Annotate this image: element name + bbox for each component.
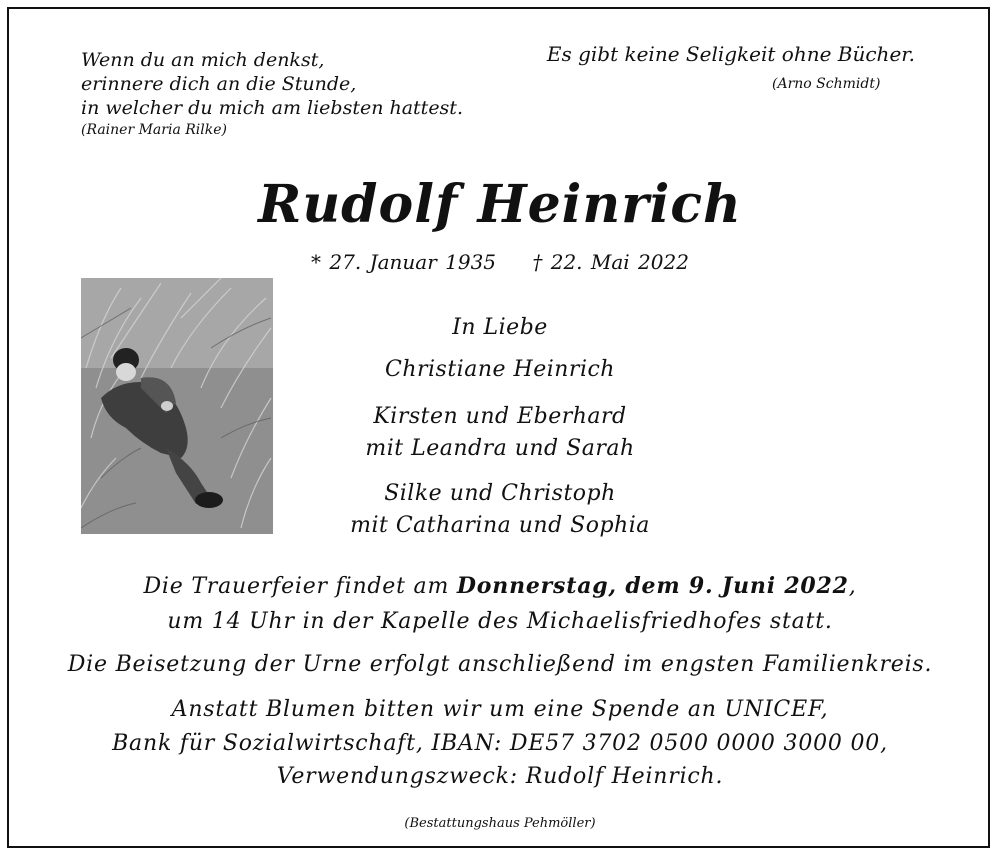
portrait-photo [81,278,273,534]
family-member: Silke und Christoph [384,481,616,506]
family-member: Kirsten und Eberhard [373,404,627,429]
funeral-home-credit: (Bestattungshaus Pehmöller) [404,816,596,831]
quote-left-line: erinnere dich an die Stunde, [81,73,357,95]
life-dates [0,250,1000,274]
family-member: mit Catharina und Sophia [350,513,650,538]
deceased-name: Rudolf Heinrich [258,174,742,235]
quote-left-author: (Rainer Maria Rilke) [81,122,227,138]
birth-date: * 27. Januar 1935 [311,250,497,274]
quote-left-line: in welcher du mich am liebsten hattest. [81,97,463,119]
family-member: mit Leandra und Sarah [365,436,635,461]
quote-right-line: Es gibt keine Seligkeit ohne Bücher. [546,42,915,66]
ceremony-date: Donnerstag, dem 9. Juni 2022 [456,573,849,599]
donation-line-3: Verwendungszweck: Rudolf Heinrich. [276,764,724,789]
family-member: Christiane Heinrich [385,357,615,382]
family-intro: In Liebe [452,315,548,340]
donation-line-1: Anstatt Blumen bitten wir um eine Spende an UNICEF, [171,697,829,722]
quote-right [540,42,915,92]
ceremony-suffix: , [848,574,857,599]
death-date: † 22. Mai 2022 [532,250,689,274]
quote-left [81,48,463,138]
quote-right-author: (Arno Schmidt) [772,76,881,92]
quote-left-line: Wenn du an mich denkst, [81,49,325,71]
burial-note: Die Beisetzung der Urne erfolgt anschließend im engsten Familienkreis. [67,652,933,677]
ceremony-prefix: Die Trauerfeier findet am [143,574,457,599]
ceremony-line-2: um 14 Uhr in der Kapelle des Michaelisfriedhofes statt. [167,609,833,634]
ceremony-line-1 [0,571,1000,602]
donation-line-2: Bank für Sozialwirtschaft, IBAN: DE57 3702 0500 0000 3000 00, [112,731,888,756]
